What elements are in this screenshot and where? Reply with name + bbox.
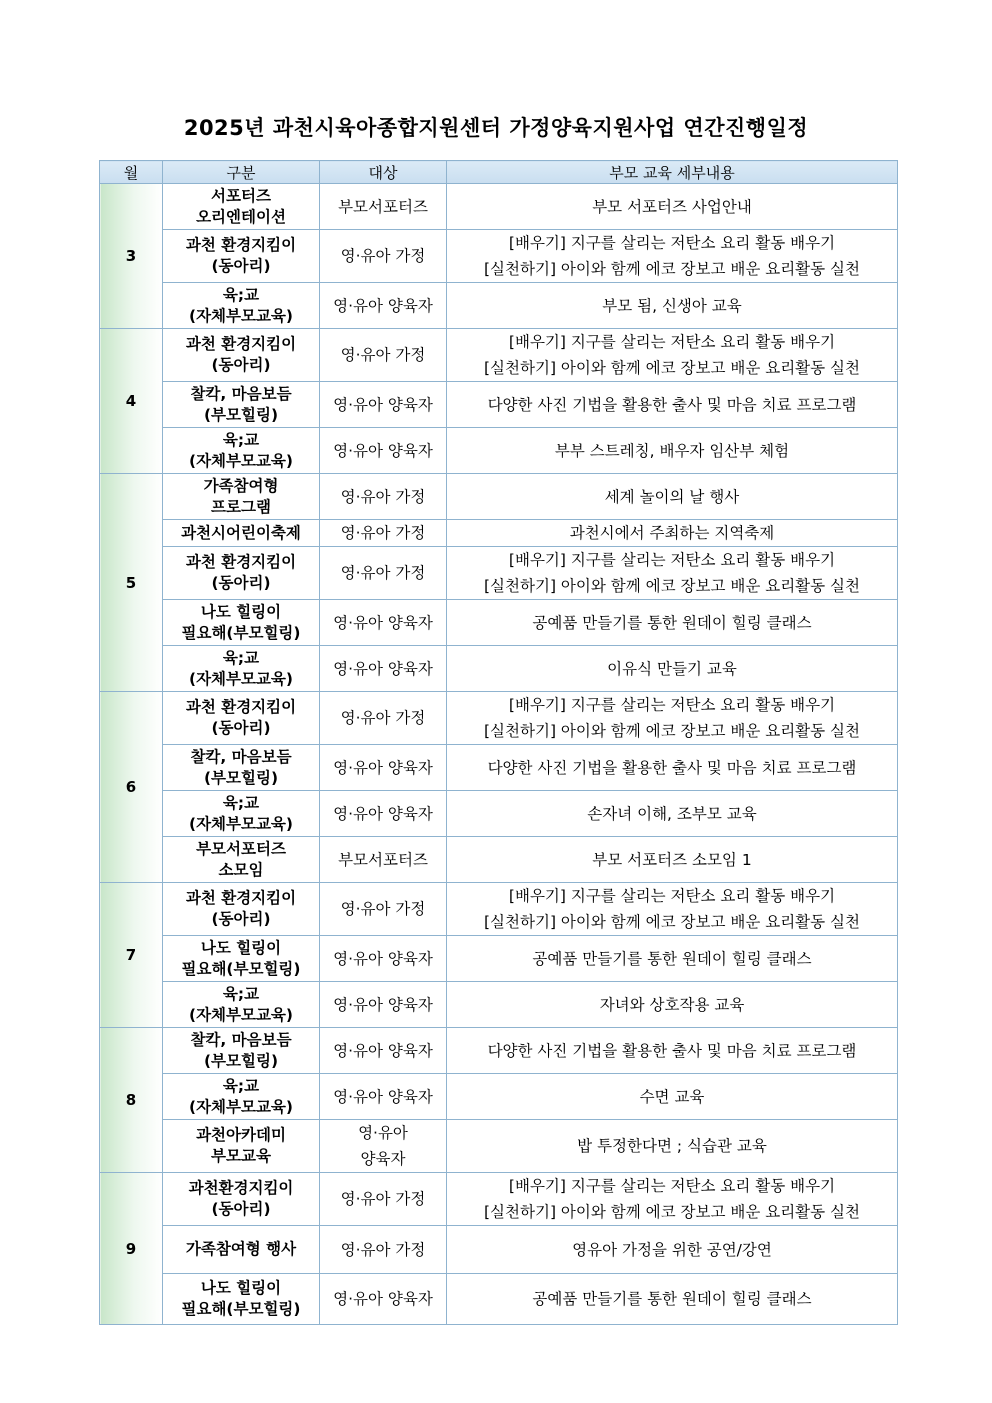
table-row bbox=[100, 791, 898, 837]
details-cell-line: [실천하기] 아이와 함께 에코 장보고 배운 요리활동 실천 bbox=[484, 260, 860, 278]
details-cell bbox=[447, 1074, 898, 1120]
category-cell-line: 가족참여형 행사 bbox=[185, 1240, 297, 1258]
details-cell-line: [실천하기] 아이와 함께 에코 장보고 배운 요리활동 실천 bbox=[484, 722, 860, 740]
category-cell bbox=[163, 692, 320, 745]
category-cell bbox=[163, 1028, 320, 1074]
target-cell-line: 영·유아 가정 bbox=[340, 709, 426, 727]
table-row bbox=[100, 1173, 898, 1226]
table-row bbox=[100, 1074, 898, 1120]
category-cell-line: (동아리) bbox=[211, 910, 271, 928]
target-cell-line: 영·유아 가정 bbox=[340, 247, 426, 265]
target-cell bbox=[320, 283, 447, 329]
category-cell bbox=[163, 283, 320, 329]
category-cell-line: 과천 환경지킴이 bbox=[185, 889, 297, 907]
category-cell-line: 과천환경지킴이 bbox=[188, 1179, 294, 1197]
details-cell bbox=[447, 382, 898, 428]
table-row bbox=[100, 883, 898, 936]
category-cell bbox=[163, 1120, 320, 1173]
header-month: 월 bbox=[100, 161, 163, 184]
details-cell bbox=[447, 745, 898, 791]
category-cell-line: 필요해(부모힐링) bbox=[181, 1300, 301, 1318]
category-cell-line: 가족참여형 bbox=[203, 476, 279, 495]
category-cell-line: 소모임 bbox=[218, 860, 264, 879]
details-cell-line: 부모 됨, 신생아 교육 bbox=[602, 296, 742, 315]
table-row bbox=[100, 1120, 898, 1173]
category-cell-line: 나도 힐링이 bbox=[200, 1279, 282, 1297]
table-row bbox=[100, 936, 898, 982]
details-cell-line: 부부 스트레칭, 배우자 임산부 체험 bbox=[554, 441, 790, 460]
category-cell bbox=[163, 1074, 320, 1120]
target-cell bbox=[320, 184, 447, 230]
category-cell-line: (자체부모교육) bbox=[188, 306, 293, 325]
category-cell-line: (부모힐링) bbox=[203, 405, 279, 424]
category-cell bbox=[163, 936, 320, 982]
details-cell bbox=[447, 230, 898, 283]
details-cell-line: 영유아 가정을 위한 공연/강연 bbox=[572, 1240, 772, 1259]
details-cell-line: 부모 서포터즈 사업안내 bbox=[592, 197, 752, 216]
category-cell-line: (부모힐링) bbox=[203, 768, 279, 787]
details-cell-line: 밥 투정한다면 ; 식습관 교육 bbox=[577, 1137, 767, 1155]
target-cell-line: 영·유아 가정 bbox=[340, 564, 426, 582]
table-row bbox=[100, 428, 898, 474]
header-category: 구분 bbox=[163, 161, 320, 184]
details-cell-line: 공예품 만들기를 통한 원데이 힐링 클래스 bbox=[532, 613, 812, 632]
target-cell-line: 영·유아 가정 bbox=[340, 346, 426, 364]
details-cell bbox=[447, 646, 898, 692]
month-cell: 7 bbox=[100, 883, 163, 1028]
target-cell-line: 영·유아 양육자 bbox=[333, 804, 433, 823]
details-cell bbox=[447, 600, 898, 646]
category-cell bbox=[163, 837, 320, 883]
details-cell-line: [배우기] 지구를 살리는 저탄소 요리 활동 배우기 bbox=[508, 333, 836, 351]
target-cell-line: 영·유아 가정 bbox=[340, 524, 426, 542]
header-row bbox=[100, 161, 898, 184]
month-cell: 5 bbox=[100, 474, 163, 692]
details-cell bbox=[447, 1226, 898, 1274]
table-row bbox=[100, 1226, 898, 1274]
target-cell bbox=[320, 791, 447, 837]
details-cell bbox=[447, 474, 898, 520]
table-row bbox=[100, 1274, 898, 1325]
details-cell bbox=[447, 692, 898, 745]
schedule-table bbox=[99, 160, 898, 1325]
details-cell-line: [실천하기] 아이와 함께 에코 장보고 배운 요리활동 실천 bbox=[484, 359, 860, 377]
category-cell-line: 서포터즈 bbox=[211, 186, 271, 205]
target-cell bbox=[320, 692, 447, 745]
details-cell bbox=[447, 520, 898, 547]
month-cell: 9 bbox=[100, 1173, 163, 1325]
target-cell-line: 영·유아 가정 bbox=[340, 900, 426, 918]
target-cell-line: 영·유아 가정 bbox=[340, 487, 426, 506]
target-cell bbox=[320, 329, 447, 382]
target-cell bbox=[320, 837, 447, 883]
category-cell-line: (동아리) bbox=[211, 257, 271, 275]
target-cell bbox=[320, 1274, 447, 1325]
target-cell-line: 영·유아 양육자 bbox=[333, 1041, 433, 1060]
category-cell-line: 나도 힐링이 bbox=[200, 938, 282, 957]
category-cell-line: 육;교 bbox=[222, 984, 260, 1003]
target-cell-line: 영·유아 bbox=[358, 1124, 408, 1142]
details-cell-line: 자녀와 상호작용 교육 bbox=[599, 995, 745, 1014]
category-cell-line: (자체부모교육) bbox=[188, 451, 293, 470]
category-cell-line: 육;교 bbox=[222, 430, 260, 449]
category-cell bbox=[163, 646, 320, 692]
target-cell-line: 영·유아 양육자 bbox=[333, 1087, 433, 1106]
category-cell bbox=[163, 1226, 320, 1274]
details-cell-line: 손자녀 이해, 조부모 교육 bbox=[587, 804, 757, 823]
category-cell bbox=[163, 382, 320, 428]
details-cell-line: 공예품 만들기를 통한 원데이 힐링 클래스 bbox=[532, 949, 812, 968]
category-cell-line: (동아리) bbox=[211, 356, 271, 374]
table-row bbox=[100, 382, 898, 428]
target-cell bbox=[320, 230, 447, 283]
category-cell bbox=[163, 883, 320, 936]
header-details: 부모 교육 세부내용 bbox=[447, 161, 898, 184]
details-cell bbox=[447, 1028, 898, 1074]
category-cell bbox=[163, 1173, 320, 1226]
target-cell bbox=[320, 547, 447, 600]
details-cell-line: 다양한 사진 기법을 활용한 출사 및 마음 치료 프로그램 bbox=[487, 758, 857, 777]
details-cell bbox=[447, 837, 898, 883]
category-cell-line: 오리엔테이션 bbox=[196, 207, 286, 226]
category-cell-line: 육;교 bbox=[222, 285, 260, 304]
month-cell: 3 bbox=[100, 184, 163, 329]
target-cell-line: 영·유아 양육자 bbox=[333, 296, 433, 315]
table-row bbox=[100, 283, 898, 329]
target-cell bbox=[320, 1074, 447, 1120]
details-cell-line: 세계 놀이의 날 행사 bbox=[604, 487, 740, 506]
category-cell-line: 과천시어린이축제 bbox=[181, 523, 301, 542]
table-row bbox=[100, 184, 898, 230]
month-cell: 6 bbox=[100, 692, 163, 883]
target-cell bbox=[320, 883, 447, 936]
category-cell-line: 필요해(부모힐링) bbox=[181, 959, 301, 978]
table-row bbox=[100, 745, 898, 791]
category-cell-line: 과천아카데미 bbox=[196, 1126, 286, 1144]
details-cell bbox=[447, 283, 898, 329]
details-cell bbox=[447, 1274, 898, 1325]
target-cell-line: 영·유아 양육자 bbox=[333, 659, 433, 678]
details-cell bbox=[447, 936, 898, 982]
category-cell bbox=[163, 600, 320, 646]
target-cell bbox=[320, 600, 447, 646]
details-cell-line: [배우기] 지구를 살리는 저탄소 요리 활동 배우기 bbox=[508, 696, 836, 714]
details-cell-line: [배우기] 지구를 살리는 저탄소 요리 활동 배우기 bbox=[508, 887, 836, 905]
category-cell bbox=[163, 474, 320, 520]
category-cell-line: 과천 환경지킴이 bbox=[185, 698, 297, 716]
category-cell-line: 찰칵, 마음보듬 bbox=[190, 384, 292, 403]
table-row bbox=[100, 837, 898, 883]
target-cell bbox=[320, 646, 447, 692]
target-cell bbox=[320, 382, 447, 428]
details-cell-line: [실천하기] 아이와 함께 에코 장보고 배운 요리활동 실천 bbox=[484, 913, 860, 931]
table-row bbox=[100, 600, 898, 646]
category-cell-line: 과천 환경지킴이 bbox=[185, 553, 297, 571]
table-row bbox=[100, 982, 898, 1028]
target-cell-line: 영·유아 양육자 bbox=[333, 758, 433, 777]
category-cell-line: (동아리) bbox=[211, 574, 271, 592]
target-cell-line: 영·유아 가정 bbox=[340, 1190, 426, 1208]
category-cell bbox=[163, 329, 320, 382]
details-cell bbox=[447, 982, 898, 1028]
target-cell bbox=[320, 428, 447, 474]
target-cell bbox=[320, 1226, 447, 1274]
table-row bbox=[100, 230, 898, 283]
target-cell-line: 양육자 bbox=[360, 1150, 406, 1168]
category-cell bbox=[163, 1274, 320, 1325]
category-cell-line: 찰칵, 마음보듬 bbox=[190, 747, 292, 766]
category-cell-line: 육;교 bbox=[222, 648, 260, 667]
table-row bbox=[100, 1028, 898, 1074]
category-cell-line: 육;교 bbox=[222, 793, 260, 812]
target-cell bbox=[320, 982, 447, 1028]
category-cell-line: (동아리) bbox=[211, 719, 271, 737]
details-cell bbox=[447, 1120, 898, 1173]
month-cell: 4 bbox=[100, 329, 163, 474]
target-cell bbox=[320, 474, 447, 520]
category-cell bbox=[163, 547, 320, 600]
target-cell bbox=[320, 936, 447, 982]
category-cell bbox=[163, 520, 320, 547]
details-cell-line: [실천하기] 아이와 함께 에코 장보고 배운 요리활동 실천 bbox=[484, 577, 860, 595]
details-cell-line: 수면 교육 bbox=[639, 1087, 705, 1106]
table-row bbox=[100, 547, 898, 600]
target-cell-line: 영·유아 양육자 bbox=[333, 441, 433, 460]
details-cell bbox=[447, 883, 898, 936]
header-target: 대상 bbox=[320, 161, 447, 184]
target-cell-line: 영·유아 양육자 bbox=[333, 395, 433, 414]
table-row bbox=[100, 692, 898, 745]
month-cell: 8 bbox=[100, 1028, 163, 1173]
category-cell-line: 프로그램 bbox=[211, 497, 271, 516]
category-cell-line: 찰칵, 마음보듬 bbox=[190, 1030, 292, 1049]
category-cell bbox=[163, 791, 320, 837]
target-cell-line: 부모서포터즈 bbox=[338, 197, 428, 216]
category-cell-line: 과천 환경지킴이 bbox=[185, 236, 297, 254]
target-cell bbox=[320, 520, 447, 547]
category-cell-line: (자체부모교육) bbox=[188, 814, 293, 833]
details-cell-line: [실천하기] 아이와 함께 에코 장보고 배운 요리활동 실천 bbox=[484, 1203, 860, 1221]
category-cell-line: 육;교 bbox=[222, 1076, 260, 1095]
target-cell-line: 영·유아 양육자 bbox=[333, 995, 433, 1014]
target-cell bbox=[320, 1120, 447, 1173]
details-cell-line: 과천시에서 주최하는 지역축제 bbox=[569, 524, 775, 542]
table-row bbox=[100, 474, 898, 520]
category-cell bbox=[163, 184, 320, 230]
details-cell bbox=[447, 791, 898, 837]
category-cell-line: 필요해(부모힐링) bbox=[181, 623, 301, 642]
category-cell bbox=[163, 745, 320, 791]
schedule-body bbox=[100, 184, 898, 1325]
details-cell-line: [배우기] 지구를 살리는 저탄소 요리 활동 배우기 bbox=[508, 1177, 836, 1195]
details-cell-line: 이유식 만들기 교육 bbox=[607, 659, 737, 678]
details-cell bbox=[447, 329, 898, 382]
target-cell-line: 영·유아 양육자 bbox=[333, 949, 433, 968]
details-cell-line: 다양한 사진 기법을 활용한 출사 및 마음 치료 프로그램 bbox=[487, 395, 857, 414]
table-row bbox=[100, 520, 898, 547]
details-cell bbox=[447, 184, 898, 230]
table-row bbox=[100, 329, 898, 382]
details-cell-line: [배우기] 지구를 살리는 저탄소 요리 활동 배우기 bbox=[508, 234, 836, 252]
details-cell bbox=[447, 1173, 898, 1226]
target-cell bbox=[320, 1173, 447, 1226]
details-cell bbox=[447, 428, 898, 474]
target-cell-line: 영·유아 가정 bbox=[340, 1240, 426, 1259]
details-cell-line: 다양한 사진 기법을 활용한 출사 및 마음 치료 프로그램 bbox=[487, 1041, 857, 1060]
category-cell-line: (동아리) bbox=[211, 1200, 271, 1218]
target-cell-line: 영·유아 양육자 bbox=[333, 1290, 433, 1308]
category-cell bbox=[163, 230, 320, 283]
category-cell-line: (부모힐링) bbox=[203, 1051, 279, 1070]
category-cell-line: 부모교육 bbox=[211, 1147, 271, 1165]
details-cell-line: [배우기] 지구를 살리는 저탄소 요리 활동 배우기 bbox=[508, 551, 836, 569]
target-cell bbox=[320, 745, 447, 791]
category-cell-line: 나도 힐링이 bbox=[200, 602, 282, 621]
target-cell-line: 부모서포터즈 bbox=[338, 850, 428, 869]
category-cell-line: (자체부모교육) bbox=[188, 1005, 293, 1024]
details-cell-line: 부모 서포터즈 소모임 1 bbox=[592, 850, 752, 869]
target-cell bbox=[320, 1028, 447, 1074]
category-cell bbox=[163, 982, 320, 1028]
category-cell-line: (자체부모교육) bbox=[188, 1097, 293, 1116]
category-cell bbox=[163, 428, 320, 474]
category-cell-line: 부모서포터즈 bbox=[196, 839, 286, 858]
table-row bbox=[100, 646, 898, 692]
details-cell bbox=[447, 547, 898, 600]
details-cell-line: 공예품 만들기를 통한 원데이 힐링 클래스 bbox=[532, 1290, 812, 1308]
target-cell-line: 영·유아 양육자 bbox=[333, 613, 433, 632]
category-cell-line: (자체부모교육) bbox=[188, 669, 293, 688]
category-cell-line: 과천 환경지킴이 bbox=[185, 335, 297, 353]
page-title: 2025년 과천시육아종합지원센터 가정양육지원사업 연간진행일정 bbox=[183, 116, 809, 140]
